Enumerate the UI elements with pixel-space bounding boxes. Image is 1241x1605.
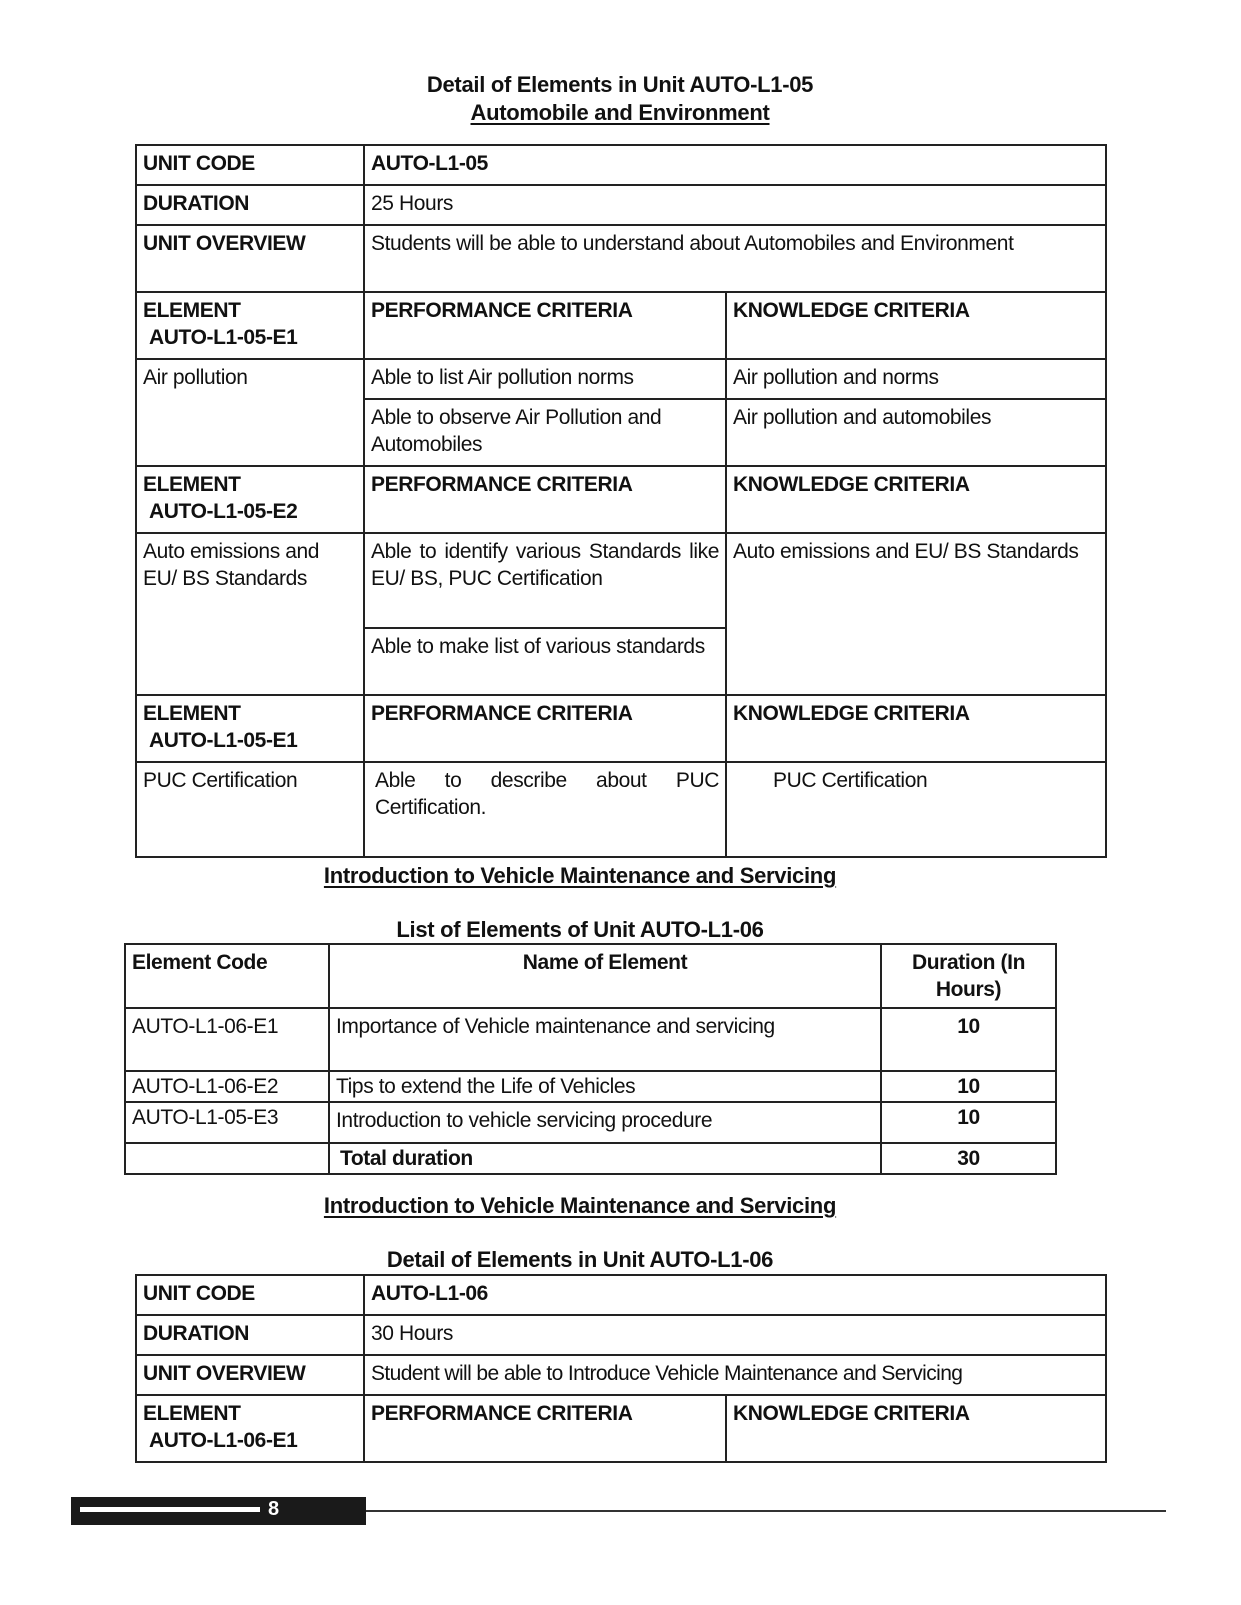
element-code: AUTO-L1-06-E1 xyxy=(125,1008,329,1071)
knowledge-criterion: Air pollution and automobiles xyxy=(726,399,1106,466)
element-code: AUTO-L1-05-E1 xyxy=(149,729,298,752)
element-header xyxy=(136,466,364,533)
duration-label: DURATION xyxy=(136,185,364,225)
element-label: ELEMENT xyxy=(143,702,241,725)
unit05-heading: Detail of Elements in Unit AUTO-L1-05 xyxy=(426,72,814,97)
section-title: Introduction to Vehicle Maintenance and Servicing xyxy=(323,1193,837,1218)
blank-cell xyxy=(125,1143,329,1174)
table-row xyxy=(125,1102,1056,1143)
unit-code-label: UNIT CODE xyxy=(136,145,364,185)
knowledge-criteria-header: KNOWLEDGE CRITERIA xyxy=(726,1395,1106,1462)
performance-criterion: Able to make list of various standards xyxy=(364,628,726,695)
overview-value: Student will be able to Introduce Vehicle Maintenance and Servicing xyxy=(364,1355,1106,1395)
table-row xyxy=(125,1071,1056,1102)
performance-criteria-header: PERFORMANCE CRITERIA xyxy=(364,292,726,359)
element-name: PUC Certification xyxy=(136,762,364,857)
element-name: Tips to extend the Life of Vehicles xyxy=(329,1071,881,1102)
element-code: AUTO-L1-05-E1 xyxy=(149,326,298,349)
performance-criterion: Able to describe about PUC Certification. xyxy=(364,762,726,857)
total-row xyxy=(125,1143,1056,1174)
unit-code-value: AUTO-L1-05 xyxy=(364,145,1106,185)
element-code: AUTO-L1-05-E3 xyxy=(125,1102,329,1143)
knowledge-criterion: PUC Certification xyxy=(726,762,1106,857)
knowledge-criterion: Auto emissions and EU/ BS Standards xyxy=(726,533,1106,695)
col-element-code: Element Code xyxy=(125,944,329,1008)
performance-criterion: Able to identify various Standards like EU/ BS, PUC Certification xyxy=(364,533,726,628)
element-name: Importance of Vehicle maintenance and servicing xyxy=(329,1008,881,1071)
unit05-detail-table xyxy=(135,144,1107,858)
element-code: AUTO-L1-05-E2 xyxy=(149,500,298,523)
knowledge-criteria-header: KNOWLEDGE CRITERIA xyxy=(726,695,1106,762)
footer-rule xyxy=(366,1510,1166,1512)
table-row xyxy=(125,1008,1056,1071)
element-label: ELEMENT xyxy=(143,1402,241,1425)
element-code: AUTO-L1-06-E2 xyxy=(125,1071,329,1102)
knowledge-criteria-header: KNOWLEDGE CRITERIA xyxy=(726,292,1106,359)
overview-value: Students will be able to understand about Automobiles and Environment xyxy=(364,225,1106,292)
performance-criteria-header: PERFORMANCE CRITERIA xyxy=(364,466,726,533)
element-label: ELEMENT xyxy=(143,473,241,496)
col-duration: Duration (In Hours) xyxy=(881,944,1056,1008)
element-name: Auto emissions and EU/ BS Standards xyxy=(136,533,364,695)
element-label: ELEMENT xyxy=(143,299,241,322)
overview-label: UNIT OVERVIEW xyxy=(136,225,364,292)
element-header xyxy=(136,1395,364,1462)
element-hours: 10 xyxy=(881,1071,1056,1102)
unit06-heading: Detail of Elements in Unit AUTO-L1-06 xyxy=(386,1247,774,1272)
performance-criterion: Able to list Air pollution norms xyxy=(364,359,726,399)
element-header xyxy=(136,292,364,359)
duration-value: 25 Hours xyxy=(364,185,1106,225)
knowledge-criterion: Air pollution and norms xyxy=(726,359,1106,399)
footer-stripe xyxy=(80,1507,260,1512)
knowledge-criteria-header: KNOWLEDGE CRITERIA xyxy=(726,466,1106,533)
element-header xyxy=(136,695,364,762)
unit-code-value: AUTO-L1-06 xyxy=(364,1275,1106,1315)
performance-criterion: Able to observe Air Pollution and Automobiles xyxy=(364,399,726,466)
col-element-name: Name of Element xyxy=(329,944,881,1008)
element-name: Air pollution xyxy=(136,359,364,466)
element-hours: 10 xyxy=(881,1008,1056,1071)
total-value: 30 xyxy=(881,1143,1056,1174)
unit05-subheading: Automobile and Environment xyxy=(470,100,770,125)
element-hours: 10 xyxy=(881,1102,1056,1143)
page-number: 8 xyxy=(268,1498,280,1520)
performance-criteria-header: PERFORMANCE CRITERIA xyxy=(364,1395,726,1462)
element-code: AUTO-L1-06-E1 xyxy=(149,1429,298,1452)
unit06-detail-table xyxy=(135,1274,1107,1463)
element-name: Introduction to vehicle servicing procedure xyxy=(329,1102,881,1143)
performance-criteria-header: PERFORMANCE CRITERIA xyxy=(364,695,726,762)
duration-label: DURATION xyxy=(136,1315,364,1355)
overview-label: UNIT OVERVIEW xyxy=(136,1355,364,1395)
unit-code-label: UNIT CODE xyxy=(136,1275,364,1315)
unit06-elements-list-table xyxy=(124,943,1057,1175)
section-title: Introduction to Vehicle Maintenance and Servicing xyxy=(323,863,837,888)
list06-heading: List of Elements of Unit AUTO-L1-06 xyxy=(396,917,764,942)
total-label: Total duration xyxy=(329,1143,881,1174)
duration-value: 30 Hours xyxy=(364,1315,1106,1355)
